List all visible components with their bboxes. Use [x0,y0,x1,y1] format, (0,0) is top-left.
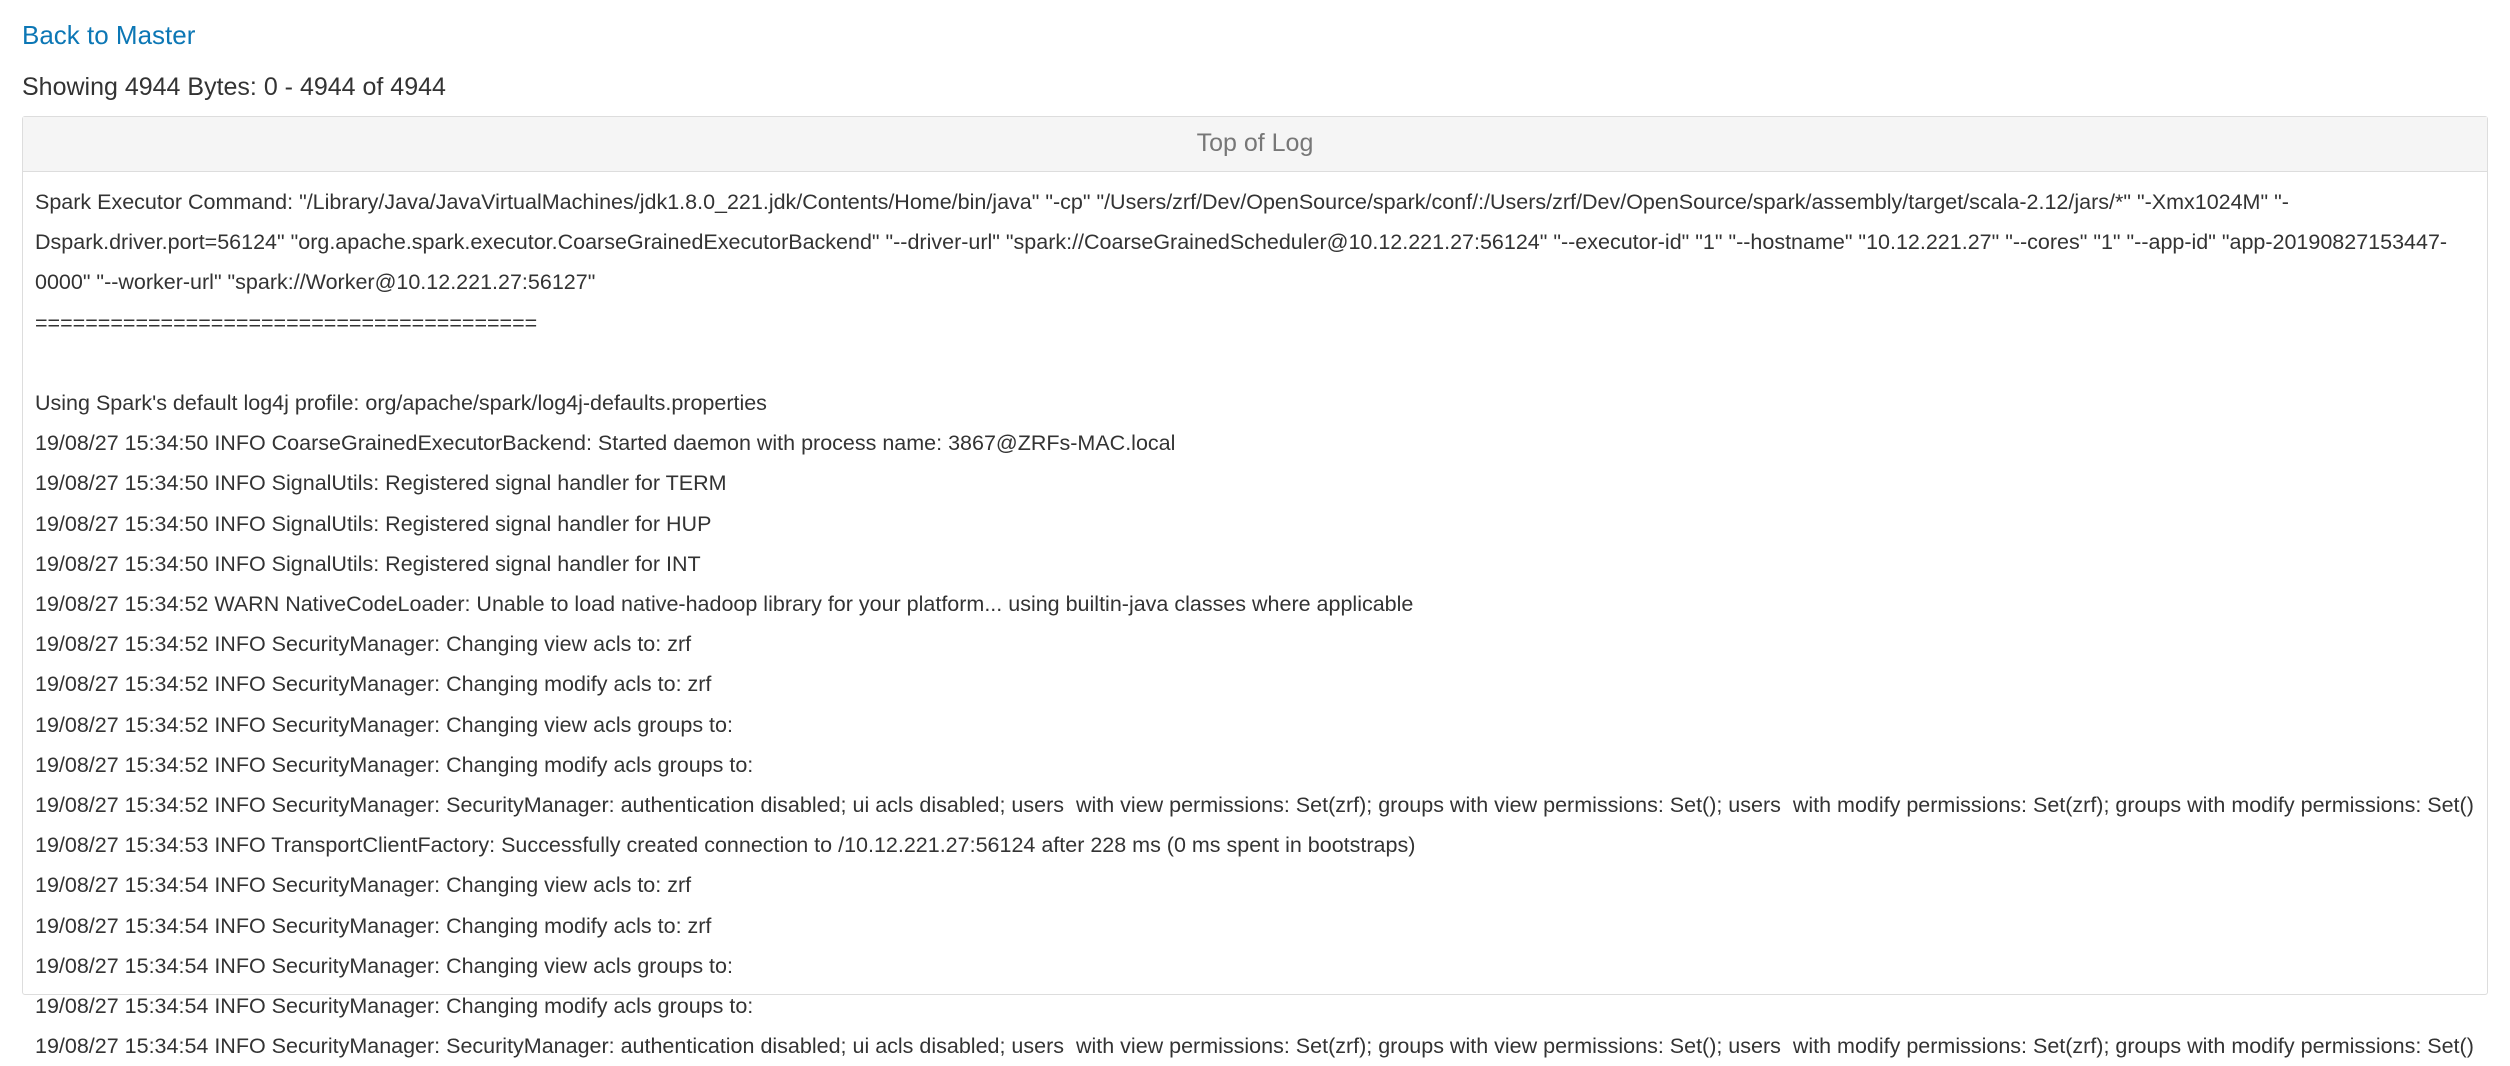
log-line: Spark Executor Command: "/Library/Java/JavaVirtualMachines/jdk1.8.0_221.jdk/Contents/Home/bin/java" "-cp" "/Users/zrf/Dev/OpenSource/spark/conf/:/Users/zrf/Dev/OpenSource/spark/assembly/target/scala-2.12/jars/*" "-Xmx1024M" "-Dspark.driver.port=56124" "org.apache.spark.executor.CoarseGrainedExecutorBackend" "--driver-url" "spark://CoarseGrainedScheduler@10.12.221.27:56124" "--executor-id" "1" "--hostname" "10.12.221.27" "--cores" "1" "--app-id" "app-20190827153447-0000" "--worker-url" "spark://Worker@10.12.221.27:56127" [35,190,2448,295]
log-line: 19/08/27 15:34:50 INFO SignalUtils: Registered signal handler for INT [35,551,701,576]
log-line: 19/08/27 15:34:52 INFO SecurityManager: Changing view acls to: zrf [35,632,692,657]
log-line: 19/08/27 15:34:53 INFO TransportClientFactory: Successfully created connection to /10.12.221.27:56124 after 228 ms (0 ms spent in bootstraps) [35,833,1416,858]
log-line: 19/08/27 15:34:52 INFO SecurityManager: Changing modify acls groups to: [35,752,754,777]
log-line: 19/08/27 15:34:50 INFO SignalUtils: Registered signal handler for TERM [35,471,727,496]
log-line: 19/08/27 15:34:52 INFO SecurityManager: SecurityManager: authentication disabled; ui acls disabled; users with view permissions: Set(zrf); groups with view permissions: Set(); users with modify permissions: Set(zrf); groups with modify permissions: Set() [35,793,2474,818]
log-line: 19/08/27 15:34:52 INFO SecurityManager: Changing modify acls to: zrf [35,672,712,697]
log-panel-header: Top of Log [23,117,2487,172]
log-panel [22,116,2488,1059]
log-line: 19/08/27 15:34:52 WARN NativeCodeLoader: Unable to load native-hadoop library for your platform... using builtin-java classes where applicable [35,592,1414,617]
log-line: 19/08/27 15:34:54 INFO SecurityManager: Changing modify acls to: zrf [35,913,712,938]
log-line [35,343,2475,383]
log-line: ======================================== [35,310,538,335]
log-line: 19/08/27 15:34:50 INFO SignalUtils: Registered signal handler for HUP [35,511,712,536]
log-line: 19/08/27 15:34:52 INFO SecurityManager: Changing view acls groups to: [35,712,733,737]
back-to-master-link[interactable]: Back to Master [22,20,196,50]
log-line: 19/08/27 15:34:54 INFO SecurityManager: Changing view acls groups to: [35,953,733,978]
showing-bytes-status: Showing 4944 Bytes: 0 - 4944 of 4944 [22,73,446,101]
log-content[interactable] [23,172,2487,1059]
log-line: 19/08/27 15:34:54 INFO SecurityManager: SecurityManager: authentication disabled; ui acls disabled; users with view permissions: Set(zrf); groups with view permissions: Set(); users with modify permissions: Set(zrf); groups with modify permissions: Set() [35,1034,2474,1059]
log-line: 19/08/27 15:34:54 INFO SecurityManager: Changing modify acls groups to: [35,994,754,1019]
log-line: 19/08/27 15:34:54 INFO SecurityManager: Changing view acls to: zrf [35,873,692,898]
log-line: 19/08/27 15:34:50 INFO CoarseGrainedExecutorBackend: Started daemon with process name: 3867@ZRFs-MAC.local [35,431,1176,456]
log-line: Using Spark's default log4j profile: org/apache/spark/log4j-defaults.properties [35,391,767,416]
